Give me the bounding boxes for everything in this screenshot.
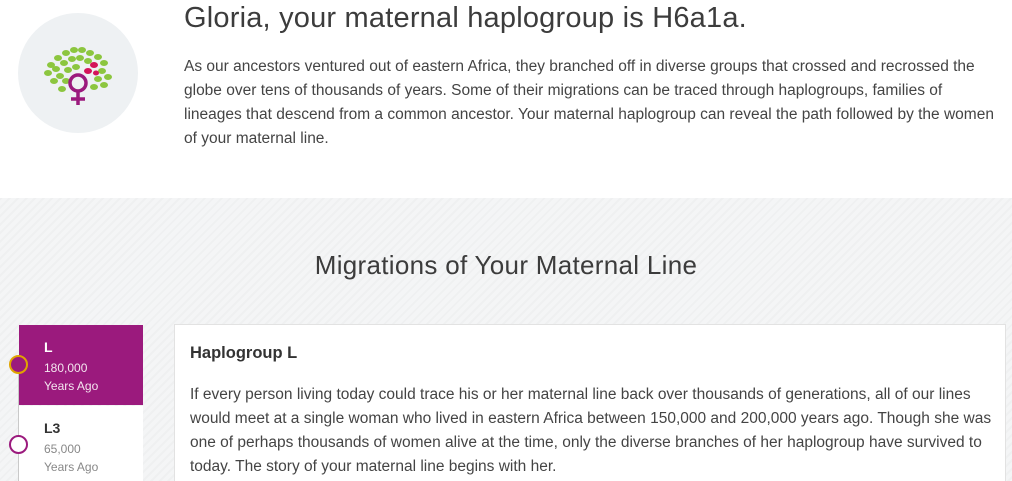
timeline-dot-active-icon[interactable] [9, 355, 28, 374]
migrations-section [0, 198, 1012, 481]
timeline-item-ago: Years Ago [44, 460, 99, 474]
timeline-item-name: L3 [44, 420, 61, 436]
timeline-item-name: L [44, 339, 53, 355]
migrations-title: Migrations of Your Maternal Line [314, 250, 698, 280]
timeline-item-years: 65,000 [44, 442, 81, 456]
timeline-item-years: 180,000 [44, 361, 88, 375]
timeline-dot-icon[interactable] [9, 435, 28, 454]
timeline-item-l3[interactable] [19, 406, 143, 481]
card-title: Haplogroup L [190, 344, 298, 362]
timeline-item-l[interactable] [19, 325, 143, 405]
haplogroup-card [174, 324, 1006, 481]
card-text: If every person living today could trace his or her maternal line back over thousands of generations, all of our lines would meet at a single woman who lived in eastern Africa between 150,000 and 200,000 years ago. Though she was one of perhaps thousands of women alive at the time, only the diverse branches of her haplogroup have survived to today. The story of your maternal line begins with her. [190, 386, 992, 475]
intro-description: As our ancestors ventured out of eastern Africa, they branched off in diverse groups that crossed and recrossed the globe over tens of thousands of years. Some of their migrations can be traced through haplogroups, families of lineages that descend from a common ancestor. Your maternal haplogroup can reveal the path followed by the women of your maternal line. [184, 58, 994, 147]
timeline-item-ago: Years Ago [44, 379, 99, 393]
tree-graphic [18, 13, 138, 133]
page-title: Gloria, your maternal haplogroup is H6a1a. [184, 2, 747, 34]
maternal-tree-female-symbol-icon [18, 13, 138, 133]
intro-section [0, 0, 1012, 200]
